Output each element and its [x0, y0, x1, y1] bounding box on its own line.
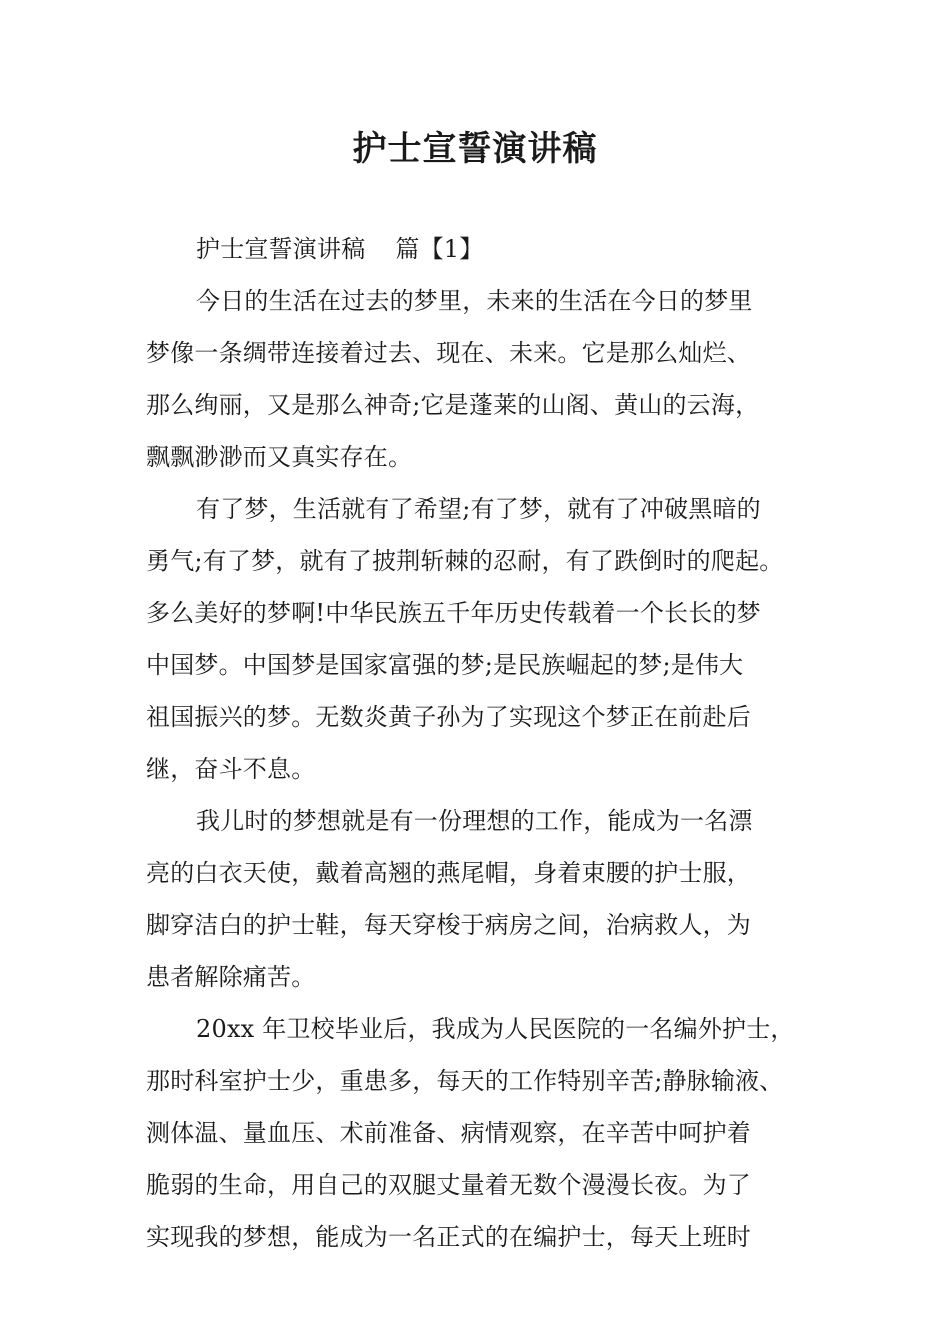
paragraph-line: 脆弱的生命，用自己的双腿丈量着无数个漫漫长夜。为了: [146, 1171, 751, 1199]
paragraph-line: 有了梦，生活就有了希望;有了梦，就有了冲破黑暗的: [196, 495, 761, 523]
paragraph-line: 继，奋斗不息。: [146, 755, 316, 783]
section-heading-label: 篇【1】: [395, 235, 484, 263]
document-body: [146, 223, 846, 1263]
paragraph-line: 多么美好的梦啊!中华民族五千年历史传载着一个长长的梦: [146, 599, 761, 627]
paragraph-line: 实现我的梦想，能成为一名正式的在编护士，每天上班时: [146, 1223, 751, 1251]
paragraph-line: 梦像一条绸带连接着过去、现在、未来。它是那么灿烂、: [146, 339, 751, 367]
paragraph-line: 飘飘渺渺而又真实存在。: [146, 443, 413, 471]
document-title: 护士宣誓演讲稿: [352, 129, 598, 169]
paragraph-line: 脚穿洁白的护士鞋，每天穿梭于病房之间，治病救人，为: [146, 911, 751, 939]
paragraph-line: 今日的生活在过去的梦里，未来的生活在今日的梦里: [196, 287, 753, 315]
paragraph-line: 中国梦。中国梦是国家富强的梦;是民族崛起的梦;是伟大: [146, 651, 744, 679]
paragraph-line: 那时科室护士少，重患多，每天的工作特别辛苦;静脉输液、: [146, 1067, 784, 1095]
paragraph-line: 测体温、量血压、术前准备、病情观察，在辛苦中呵护着: [146, 1119, 751, 1147]
paragraph-line: 勇气;有了梦，就有了披荆斩棘的忍耐，有了跌倒时的爬起。: [146, 547, 784, 575]
paragraph-line: 那么绚丽，又是那么神奇;它是蓬莱的山阁、黄山的云海，: [146, 391, 760, 419]
paragraph-line: 患者解除痛苦。: [146, 963, 316, 991]
paragraph-line: 亮的白衣天使，戴着高翘的燕尾帽，身着束腰的护士服，: [146, 859, 751, 887]
paragraph-line: 20xx 年卫校毕业后，我成为人民医院的一名编外护士，: [196, 1015, 795, 1043]
paragraph-line: 我儿时的梦想就是有一份理想的工作，能成为一名漂: [196, 807, 753, 835]
section-heading: [146, 223, 846, 275]
section-heading-name: 护士宣誓演讲稿: [196, 235, 366, 263]
paragraph-line: 祖国振兴的梦。无数炎黄子孙为了实现这个梦正在前赴后: [146, 703, 751, 731]
